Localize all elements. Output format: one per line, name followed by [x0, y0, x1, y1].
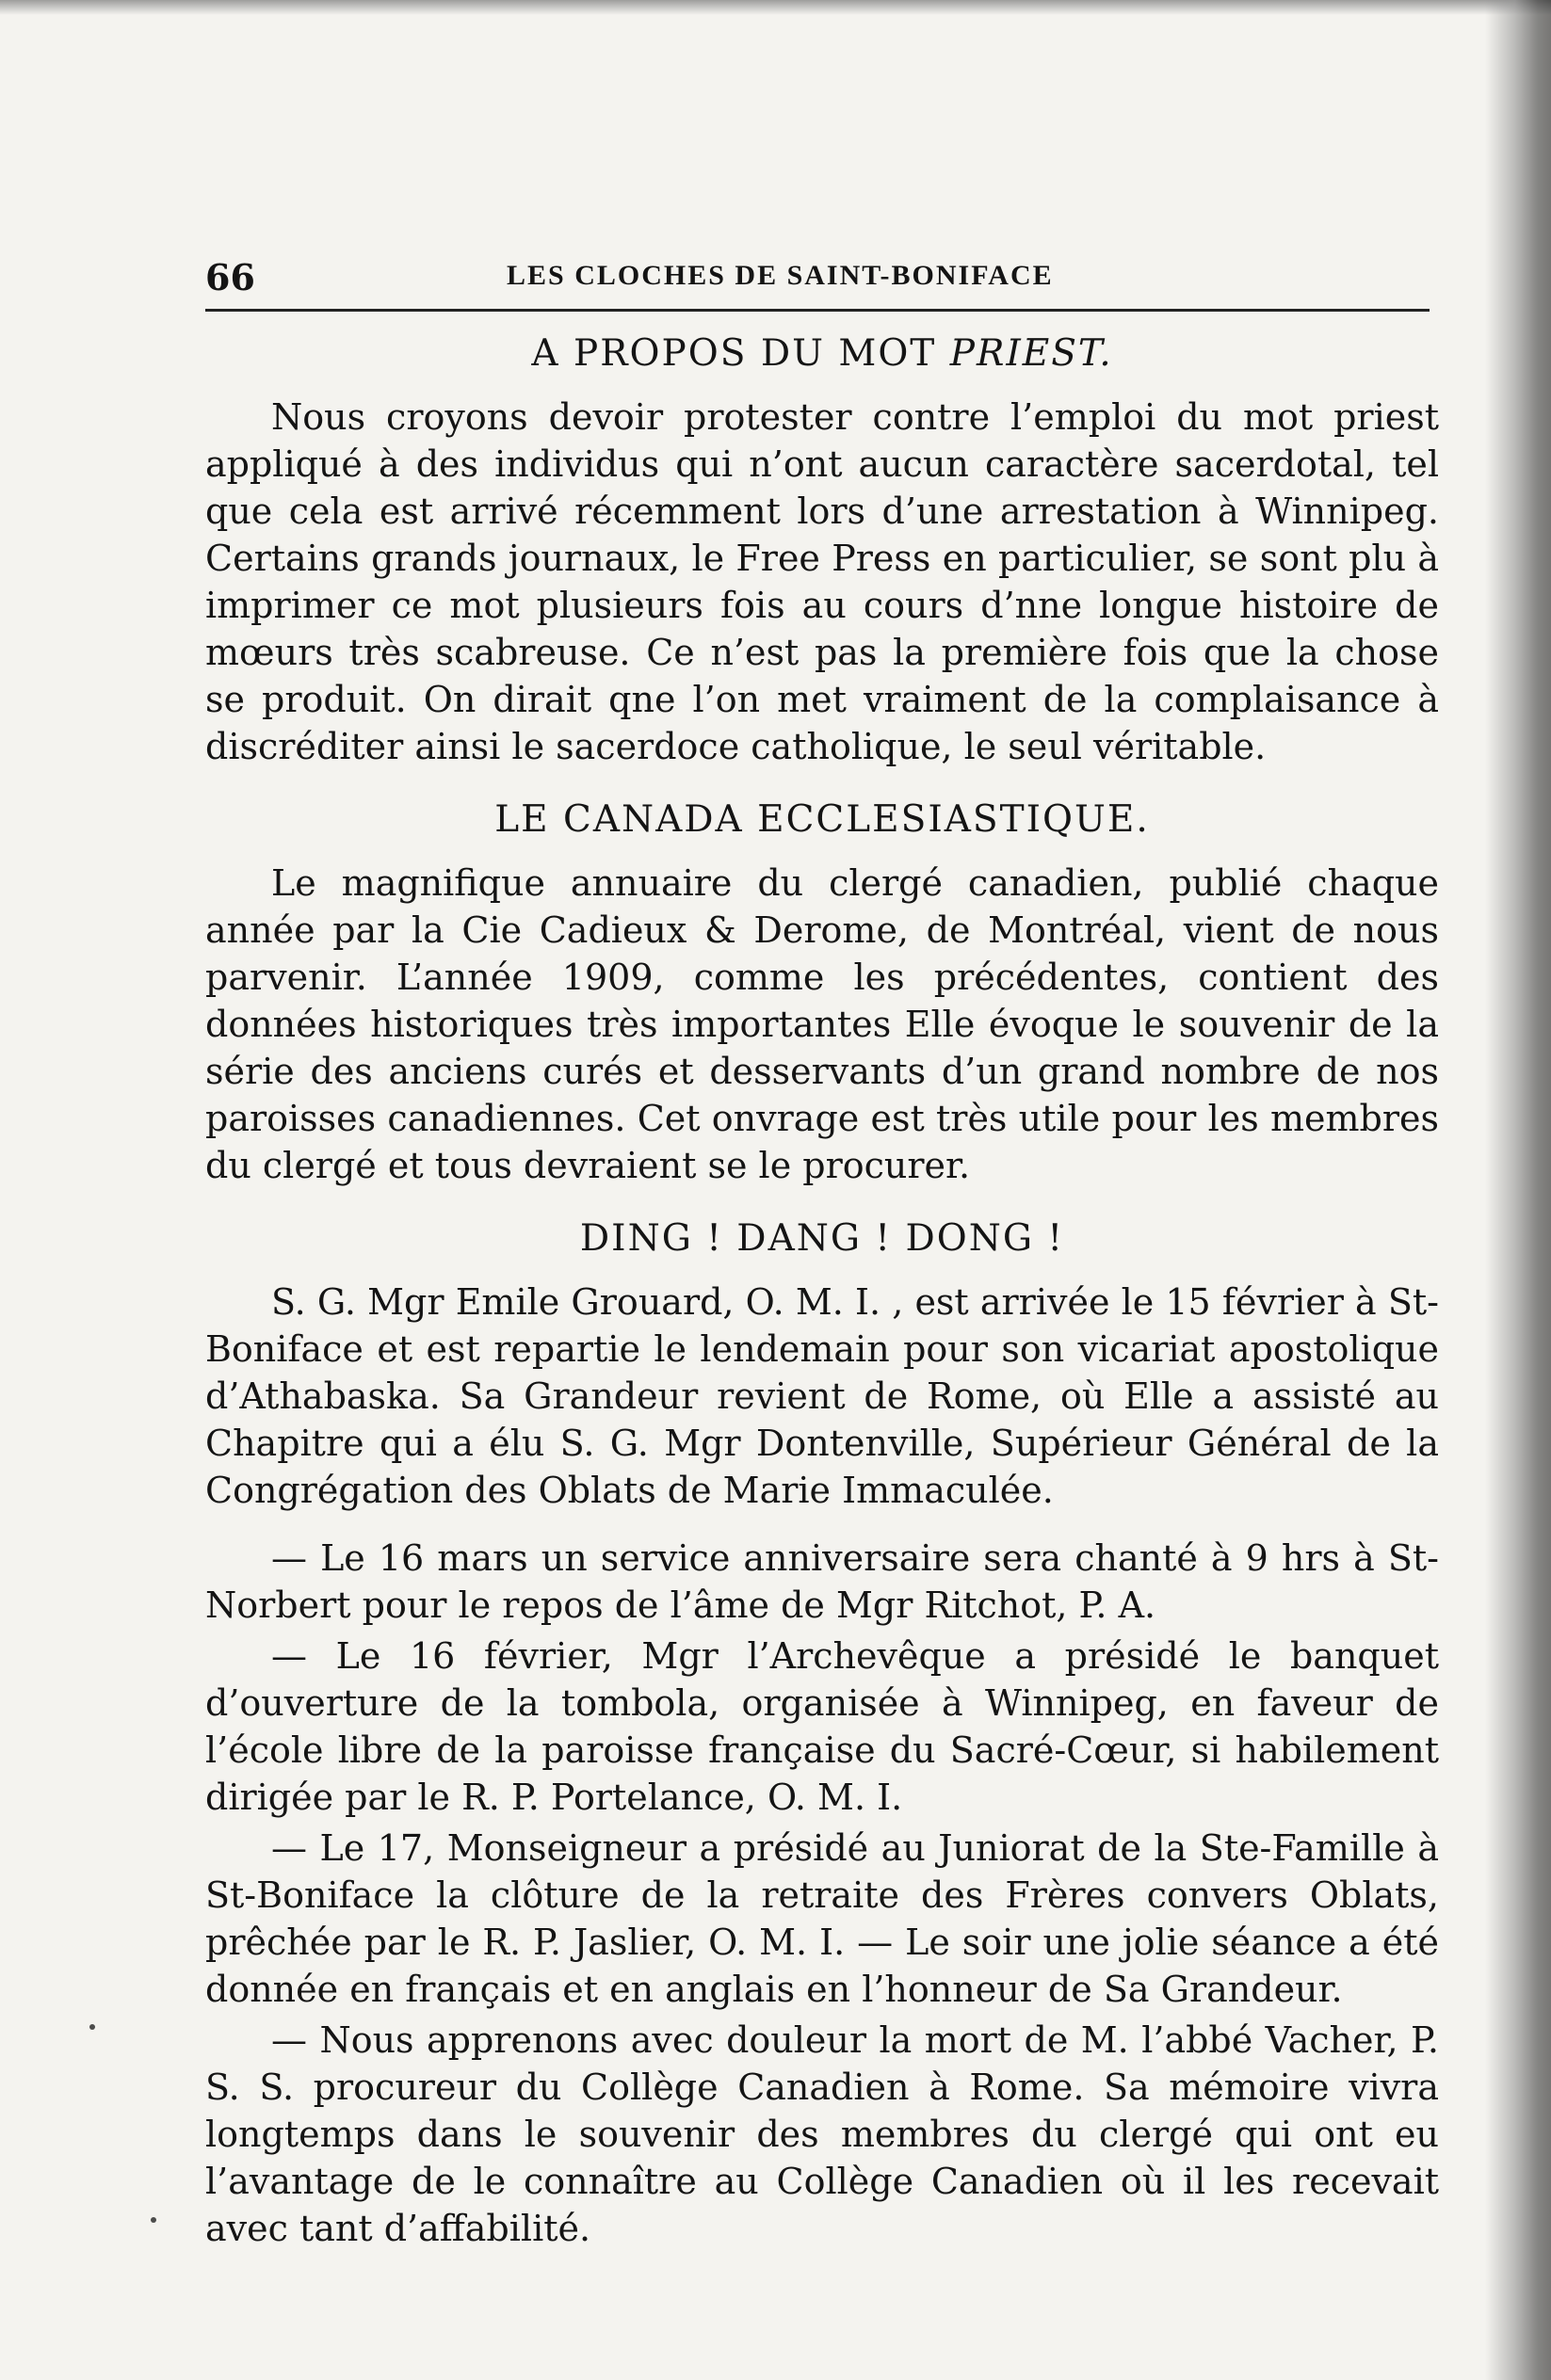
article-heading [205, 332, 1439, 375]
ink-speck [151, 2217, 156, 2223]
heading-text: DING ! DANG ! DONG ! [579, 1217, 1065, 1260]
journal-title: LES CLOCHES DE SAINT-BONIFACE [507, 260, 1054, 291]
running-header [205, 235, 1439, 303]
heading-text: A PROPOS DU MOT [531, 332, 950, 375]
article-ding-dang-dong [205, 1217, 1439, 2252]
article-paragraph: Nous croyons devoir protester contre l’emploi du mot priest appliqué à des individus qui n’ont aucun caractère sacerdotal, tel que cela est arrivé récemment lors d’une arrestation à Winnipeg. Certains grands journaux, le Free Press en particulier, se sont plu à imprimer ce mot plusieurs fois au cours d’nne longue histoire de mœurs très scabreuse. Ce n’est pas la première fois que la chose se produit. On dirait qne l’on met vraiment de la complaisance à discréditer ainsi le sacerdoce catholique, le seul véritable. [205, 396, 1439, 767]
ink-speck [89, 2024, 95, 2030]
heading-italic-word: PRIEST. [949, 332, 1113, 375]
heading-text: LE CANADA ECCLESIASTIQUE. [494, 798, 1150, 841]
article-paragraph: Le magnifique annuaire du clergé canadien, publié chaque année par la Cie Cadieux & Derome, de Montréal, vient de nous parvenir. L’année 1909, comme les précédentes, contient des données historiques très importantes Elle évoque le souvenir de la série des anciens curés et desservants d’un grand nombre de nos paroisses canadiennes. Cet onvrage est très utile pour les membres du clergé et tous devraient se le procurer. [205, 862, 1439, 1186]
article-heading [205, 1217, 1439, 1260]
article-canada-ecclesiastique [205, 798, 1439, 1189]
scan-top-edge [0, 0, 1551, 15]
document-page [205, 235, 1439, 2280]
news-item: — Le 16 février, Mgr l’Archevêque a présidé le banquet d’ouverture de la tombola, organisée à Winnipeg, en faveur de l’école libre de la paroisse française du Sacré-Cœur, si habilement dirigée par le R. P. Portelance, O. M. I. [205, 1635, 1439, 1818]
header-rule [205, 309, 1430, 312]
article-heading [205, 798, 1439, 841]
news-item: S. G. Mgr Emile Grouard, O. M. I. , est arrivée le 15 février à St-Boniface et est repartie le lendemain pour son vicariat apostolique d’Athabaska. Sa Grandeur revient de Rome, où Elle a assisté au Chapitre qui a élu S. G. Mgr Dontenville, Supérieur Général de la Congrégation des Oblats de Marie Immaculée. [205, 1281, 1439, 1511]
scan-binding-shadow [1485, 0, 1551, 2380]
news-item: — Le 17, Monseigneur a présidé au Juniorat de la Ste-Famille à St-Boniface la clôture de la retraite des Frères convers Oblats, prêchée par le R. P. Jaslier, O. M. I. — Le soir une jolie séance a été donnée en français et en anglais en l’honneur de Sa Grandeur. [205, 1827, 1439, 2010]
page-number: 66 [205, 256, 255, 298]
news-item: — Nous apprenons avec douleur la mort de M. l’abbé Vacher, P. S. S. procureur du Collège Canadien à Rome. Sa mémoire vivra longtemps dans le souvenir des membres du clergé qui ont eu l’avantage de le connaître au Collège Canadien où il les recevait avec tant d’affabilité. [205, 2019, 1439, 2249]
news-item: — Le 16 mars un service anniversaire sera chanté à 9 hrs à St-Norbert pour le repos de l’âme de Mgr Ritchot, P. A. [205, 1537, 1439, 1626]
article-priest [205, 332, 1439, 770]
